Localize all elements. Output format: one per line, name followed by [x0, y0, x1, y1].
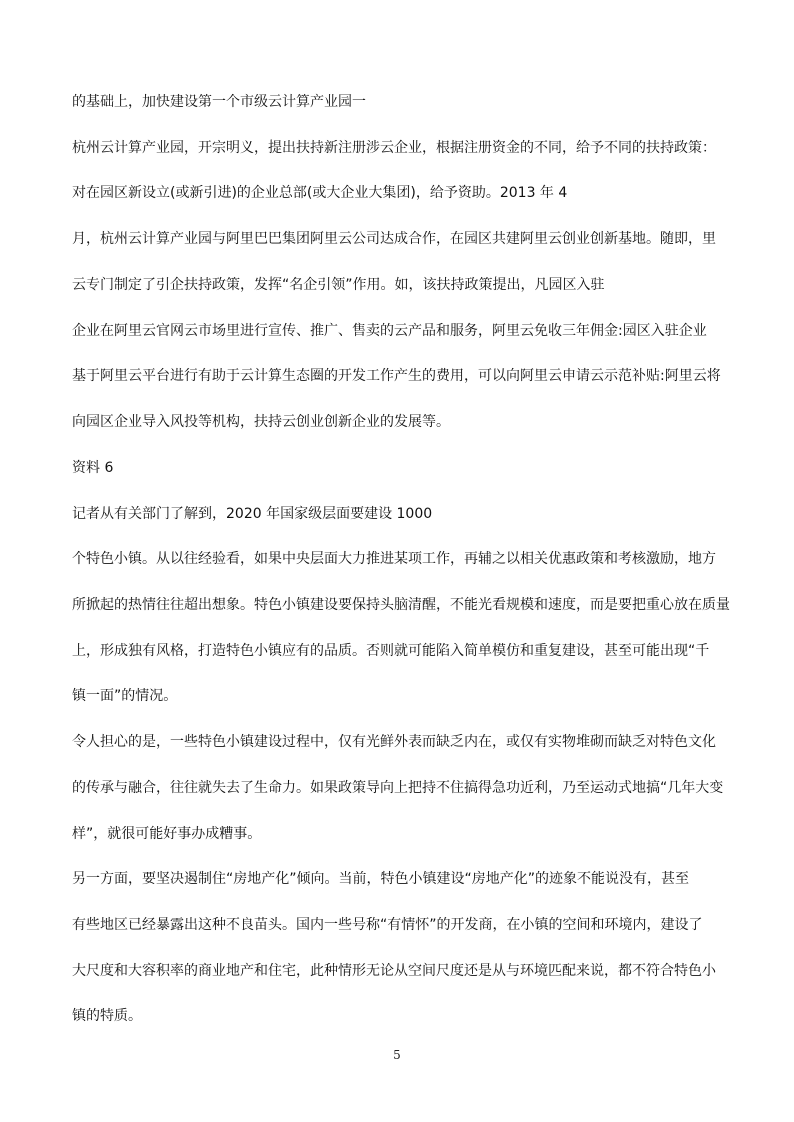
text-line: 的基础上，加快建设第一个市级云计算产业园一: [72, 94, 366, 110]
text-line: 另一方面，要坚决遏制住“房地产化”倾向。当前，特色小镇建设“房地产化”的迹象不能说没有，甚至: [72, 871, 690, 887]
text-line: 所掀起的热情往往超出想象。特色小镇建设要保持头脑清醒，不能光看规模和速度，而是要把重心放在质量: [72, 597, 730, 613]
text-line: 对在园区新设立(或新引进)的企业总部(或大企业大集团)，给予资助。2013 年 4: [72, 185, 568, 201]
text-line: 的传承与融合，往往就失去了生命力。如果政策导向上把持不住搞得急功近利，乃至运动式地搞“几年大变: [72, 780, 724, 796]
page-number: 5: [393, 1048, 401, 1062]
text-line: 个特色小镇。从以往经验看，如果中央层面大力推进某项工作，再辅之以相关优惠政策和考核激励，地方: [72, 551, 716, 567]
text-line: 大尺度和大容积率的商业地产和住宅，此种情形无论从空间尺度还是从与环境匹配来说，都不符合特色小: [72, 963, 716, 979]
text-line: 有些地区已经暴露出这种不良苗头。国内一些号称“有情怀”的开发商，在小镇的空间和环境内，建设了: [72, 917, 703, 933]
text-line: 基于阿里云平台进行有助于云计算生态圈的开发工作产生的费用，可以向阿里云申请云示范补贴:阿里云将: [72, 368, 721, 384]
text-line: 令人担心的是，一些特色小镇建设过程中，仅有光鲜外表而缺乏内在，或仅有实物堆砌而缺乏对特色文化: [72, 734, 716, 750]
text-line: 上，形成独有风格，打造特色小镇应有的品质。否则就可能陷入简单模仿和重复建设，甚至可能出现“千: [72, 643, 710, 659]
text-line: 杭州云计算产业园，开宗明义，提出扶持新注册涉云企业，根据注册资金的不同，给予不同的扶持政策：: [72, 140, 716, 156]
text-line: 企业在阿里云官网云市场里进行宣传、推广、售卖的云产品和服务，阿里云免收三年佣金:园区入驻企业: [72, 323, 707, 339]
text-line: 记者从有关部门了解到，2020 年国家级层面要建设 1000: [72, 506, 433, 522]
text-line: 镇一面”的情况。: [72, 688, 178, 704]
section-heading: 资料 6: [72, 460, 114, 476]
text-line: 镇的特质。: [72, 1008, 142, 1024]
text-line: 云专门制定了引企扶持政策，发挥“名企引领”作用。如，该扶持政策提出，凡园区入驻: [72, 277, 605, 293]
text-line: 月，杭州云计算产业园与阿里巴巴集团阿里云公司达成合作，在园区共建阿里云创业创新基地。随即，里: [72, 231, 716, 247]
text-line: 样”，就很可能好事办成糟事。: [72, 826, 262, 842]
text-line: 向园区企业导入风投等机构，扶持云创业创新企业的发展等。: [72, 414, 450, 430]
